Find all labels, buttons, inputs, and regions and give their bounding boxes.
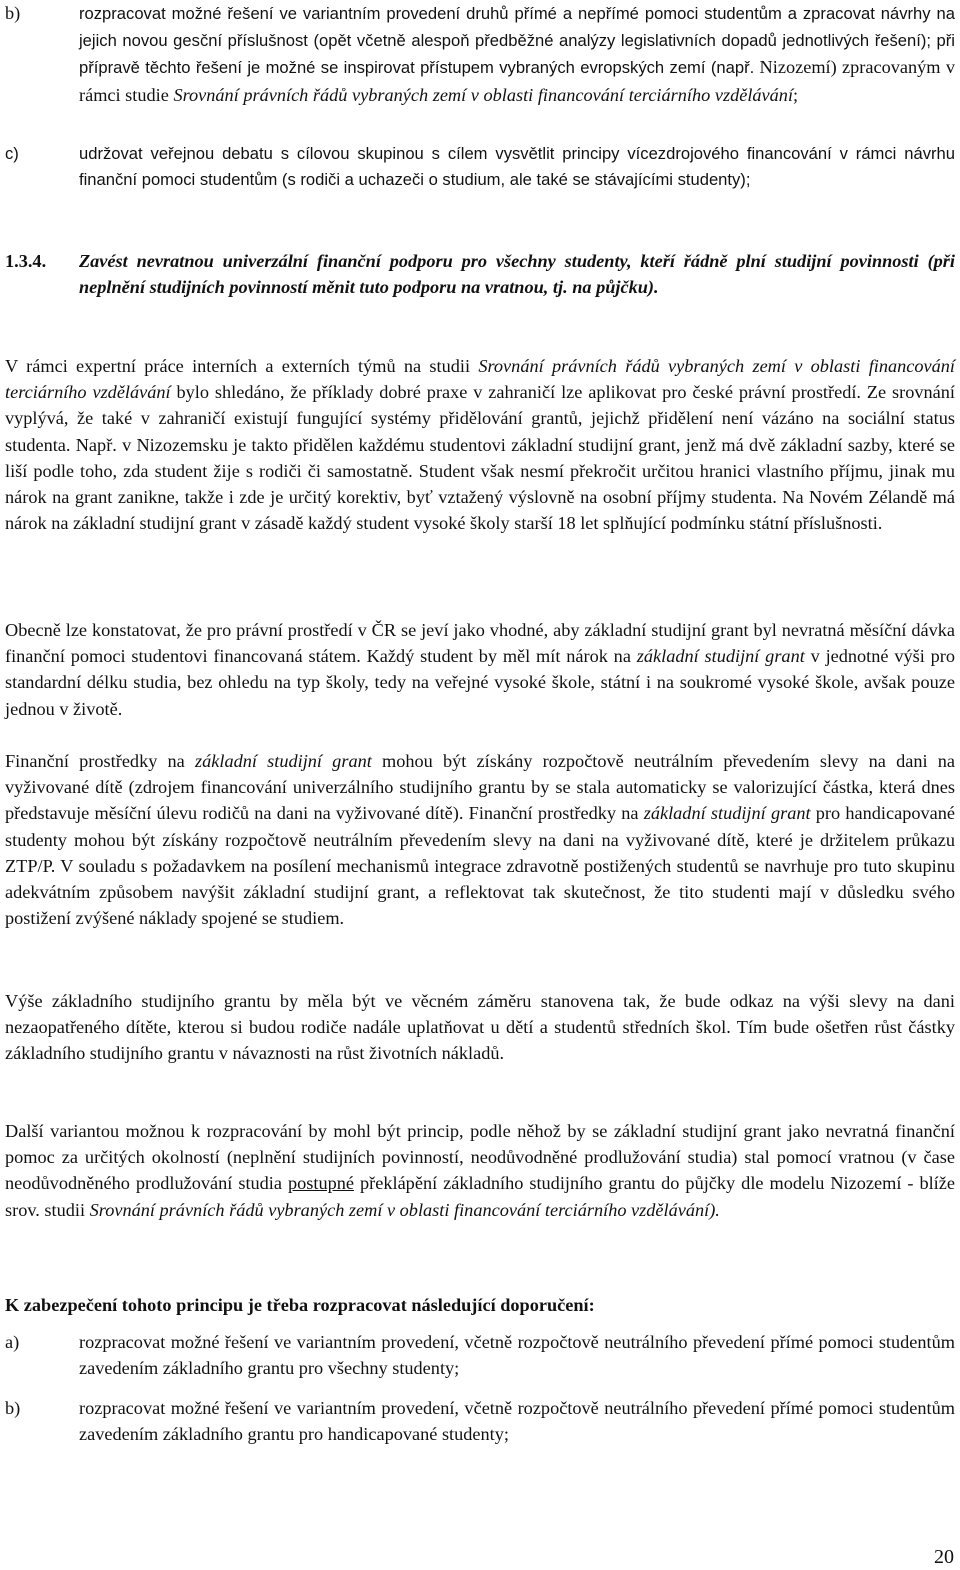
list-marker: b) xyxy=(5,3,21,23)
paragraph-1 xyxy=(5,353,955,536)
paragraph-5 xyxy=(5,1118,955,1223)
list-item-text: rozpracovat možné řešení ve variantním provedení, včetně rozpočtově neutrálního převedení přímé pomoci studentům zavedením základního grantu pro všechny studenty; xyxy=(79,1332,955,1379)
paragraph-text: mohou být získány rozpočtově neutrálním převedením slevy na dani na vyživované dítě (zdrojem financování univerzálního studijního grantu by se stala automaticky se valorizující částka, která dnes představuje měsíční úlevu rodičů na dani na vyživované dítě). Finanční prostředky na xyxy=(5,751,955,824)
paragraph-4: Výše základního studijního grantu by měla být ve věcném záměru stanovena tak, že bude odkaz na výši slevy na dani nezaopatřeného dítěte, kterou si budou rodiče nadále uplatňovat u dětí a studentů středních škol. Tím bude ošetřen růst částky základního studijního grantu v návaznosti na růst životních nákladů. xyxy=(5,991,955,1064)
term-reference: základní studijní grant xyxy=(643,803,811,824)
paragraph-3 xyxy=(5,748,955,931)
list-marker: b) xyxy=(5,1398,21,1418)
list-item-text-part4: ; xyxy=(793,84,799,105)
list-item-c xyxy=(5,141,955,193)
study-title-reference: Srovnání právních řádů vybraných zemí v oblasti financování terciárního vzdělávání xyxy=(5,356,956,403)
list-item-text-part2: Nizozemí) zpracovaným v rámci studie xyxy=(79,57,955,105)
paragraph-text: pro handicapované studenty mohou být získány rozpočtově neutrálním převedením slevy na dani na vyživované dítě, které je držitelem průkazu ZTP/P. V souladu s požadavkem na posílení mechanismů integrace zdravotně postižených studentů se navrhuje pro tuto skupinu adekvátním způsobem navýšit základní studijní grant, a reflektovat tak skutečnost, že tito studenti mají v důsledku svého postižení zvýšené náklady spojené se studiem. xyxy=(5,803,955,929)
term-reference: základní studijní grant xyxy=(195,751,372,771)
list-item-b-top xyxy=(5,0,955,108)
paragraph-2 xyxy=(5,617,955,722)
study-title-reference: Srovnání právních řádů vybraných zemí v oblasti financování terciárního vzdělávání xyxy=(173,84,794,105)
paragraph-text: překlápění základního studijního grantu do půjčky dle modelu Nizozemí - blíže srov. studii xyxy=(5,1173,955,1220)
list-marker: c) xyxy=(5,144,19,163)
list-item-text-part1: rozpracovat možné řešení ve variantním provedení druhů přímé a nepřímé pomoci studentům a zpracovat návrhy na jejich novou gesční příslušnost (opět včetně alespoň předběžné analýzy legislativních dopadů jednotlivých řešení); při přípravě těchto řešení je možné se inspirovat přístupem vybraných evropských zemí (např. xyxy=(79,4,955,78)
paragraph-text: V rámci expertní práce interních a externích týmů na studii xyxy=(5,356,479,376)
section-number: 1.3.4. xyxy=(5,251,47,271)
paragraph-text: Obecně lze konstatovat, že pro právní prostředí v ČR se jeví jako vhodné, aby základní studijní grant byl nevratná měsíční dávka finanční pomoci studentovi financovaná státem. Každý student by měl mít nárok na xyxy=(5,620,955,667)
list-item-text xyxy=(79,0,955,108)
list-item-a-bottom xyxy=(5,1329,955,1381)
section-heading-text: Zavést nevratnou univerzální finanční podporu pro všechny studenty, kteří řádně plní studijní povinnosti (při neplnění studijních povinností měnit tuto podporu na vratnou, tj. na půjčku). xyxy=(79,251,955,298)
paragraph-text: Další variantou možnou k rozpracování by mohl být princip, podle něhož by se základní studijní grant jako nevratná finanční pomoc za určitých okolností (neplnění studijních povinností, neodůvodněné prodlužování studia) stal pomocí vratnou (v čase neodůvodněného prodlužování studia xyxy=(5,1121,955,1194)
recommendations-title: K zabezpečení tohoto principu je třeba rozpracovat následující doporučení: xyxy=(5,1295,595,1315)
list-marker: a) xyxy=(5,1332,20,1352)
paragraph-text: v jednotné výši pro standardní délku studia, bez ohledu na typ školy, tedy na veřejné vysoké škole, státní i na soukromé vysoké škole, avšak pouze jednou v životě. xyxy=(5,646,955,719)
underlined-word: postupné xyxy=(288,1173,355,1194)
list-item-text: rozpracovat možné řešení ve variantním provedení, včetně rozpočtově neutrálního převedení přímé pomoci studentům zavedením základního grantu pro handicapované studenty; xyxy=(79,1398,955,1445)
paragraph-text: bylo shledáno, že příklady dobré praxe v zahraničí lze aplikovat pro české právní prostředí. Ze srovnání vyplývá, že také v zahraničí existují fungující systémy přidělování grantů, jejichž přidělení není vázáno na sociální status studenta. Např. v Nizozemsku je takto přidělen každému studentovi základní studijní grant, jenž má dvě základní sazby, které se liší podle toho, zda student žije s rodiči či samostatně. Student však nesmí překročit určitou hranici vlastního příjmu, jinak mu nárok na grant zanikne, takže i zde je určitý korektiv, byť vztažený výslovně na osobní příjmy studenta. Na Novém Zélandě má nárok na základní studijní grant v zásadě každý student vysoké školy starší 18 let splňující podmínku státní příslušnosti. xyxy=(5,382,955,534)
list-item-text: udržovat veřejnou debatu s cílovou skupinou s cílem vysvětlit principy vícezdrojového financování v rámci návrhu finanční pomoci studentům (s rodiči a uchazeči o studium, ale také se stávajícími studenty); xyxy=(79,144,955,190)
section-heading xyxy=(5,248,955,300)
paragraph-text: Finanční prostředky na xyxy=(5,751,195,771)
term-reference: základní studijní grant xyxy=(636,646,805,667)
page-number: 20 xyxy=(934,1546,954,1568)
study-title-reference: Srovnání právních řádů vybraných zemí v oblasti financování terciárního vzdělávání). xyxy=(89,1199,720,1220)
list-item-b-bottom xyxy=(5,1395,955,1447)
